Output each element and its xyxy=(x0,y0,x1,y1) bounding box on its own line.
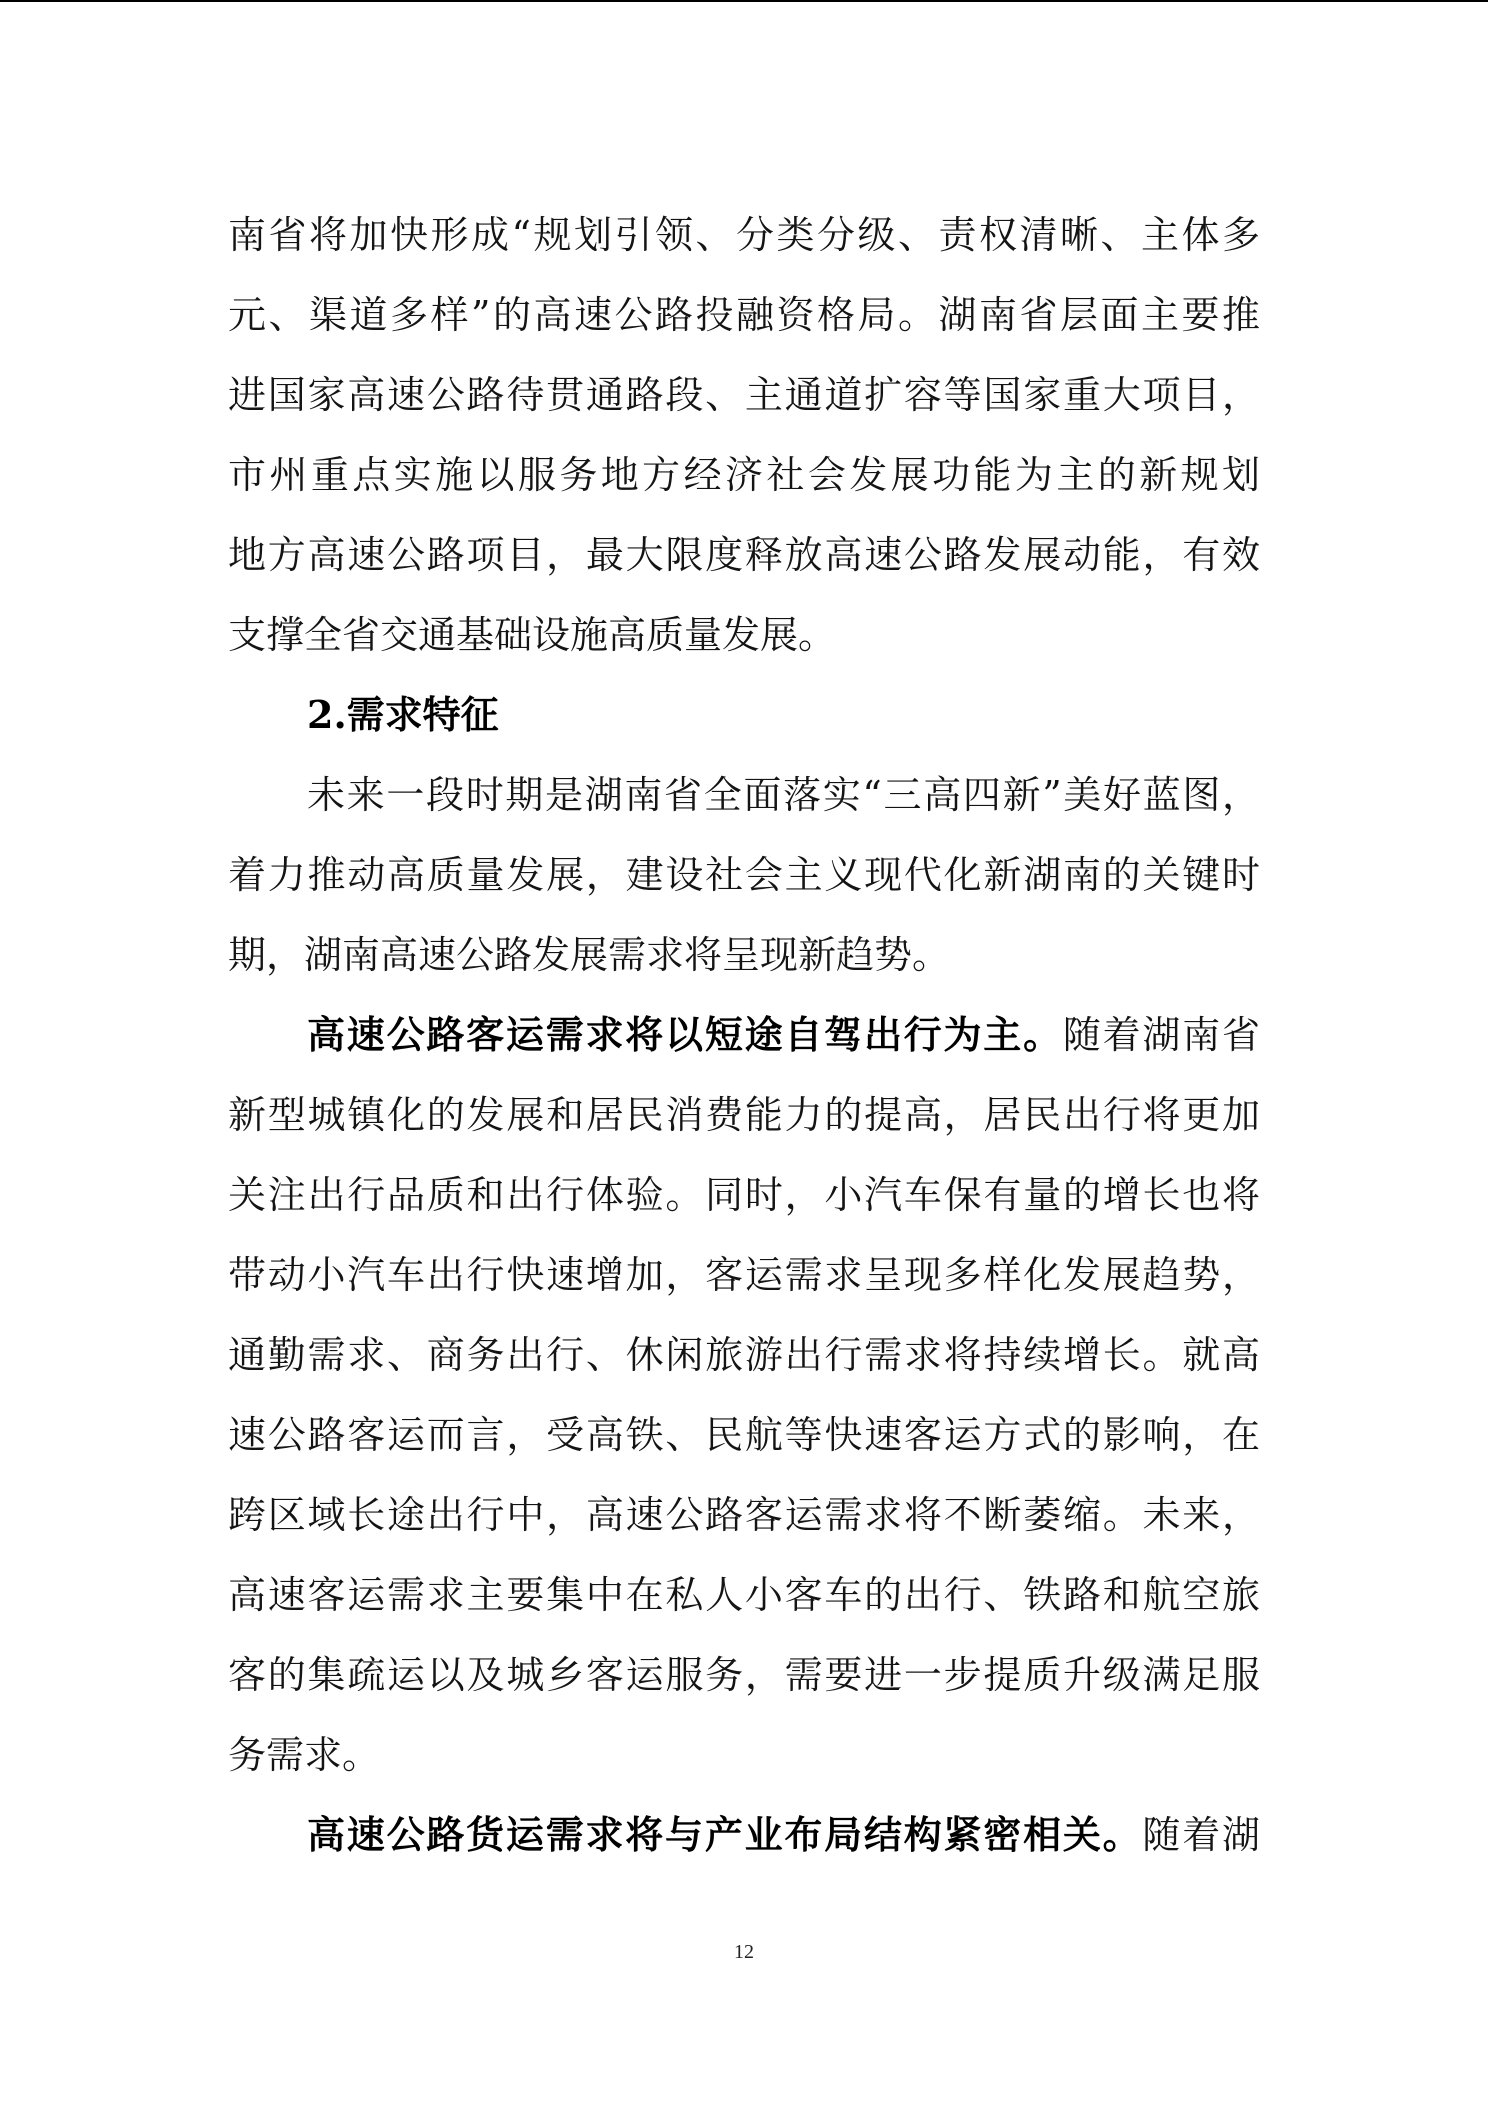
text-line: 高速客运需求主要集中在私人小客车的出行、铁路和航空旅 xyxy=(228,1573,1260,1617)
page-top-rule xyxy=(0,0,1488,2)
text-line: 未来一段时期是湖南省全面落实“三高四新”美好蓝图， xyxy=(307,773,1260,817)
text-line: 新型城镇化的发展和居民消费能力的提高，居民出行将更加 xyxy=(228,1093,1260,1137)
heading-text: 2.需求特征 xyxy=(307,692,499,737)
text-line: 跨区域长途出行中，高速公路客运需求将不断萎缩。未来， xyxy=(228,1493,1260,1537)
text-line: 支撑全省交通基础设施高质量发展。 xyxy=(228,613,837,657)
paragraph xyxy=(228,1795,1260,1875)
bold-lead-sentence: 高速公路客运需求将以短途自驾出行为主。 xyxy=(307,1012,1063,1057)
text-line xyxy=(228,1795,1260,1875)
text-line: 客的集疏运以及城乡客运服务，需要进一步提质升级满足服 xyxy=(228,1653,1260,1697)
document-body xyxy=(228,195,1260,1875)
text-line: 关注出行品质和出行体验。同时，小汽车保有量的增长也将 xyxy=(228,1173,1260,1217)
paragraph xyxy=(228,995,1260,1795)
text-line: 通勤需求、商务出行、休闲旅游出行需求将持续增长。就高 xyxy=(228,1333,1260,1377)
paragraph xyxy=(228,195,1260,675)
bold-lead-sentence: 高速公路货运需求将与产业布局结构紧密相关。 xyxy=(307,1812,1143,1857)
text-line: 南省将加快形成“规划引领、分类分级、责权清晰、主体多 xyxy=(228,213,1260,257)
text-segment: 随着湖 xyxy=(1142,1813,1260,1857)
text-line: 着力推动高质量发展，建设社会主义现代化新湖南的关键时 xyxy=(228,853,1260,897)
text-line: 进国家高速公路待贯通路段、主通道扩容等国家重大项目， xyxy=(228,373,1260,417)
page-number: 12 xyxy=(734,1941,754,1963)
text-segment: 随着湖南省 xyxy=(1062,1013,1260,1057)
text-line: 带动小汽车出行快速增加，客运需求呈现多样化发展趋势， xyxy=(228,1253,1260,1297)
text-line: 速公路客运而言，受高铁、民航等快速客运方式的影响，在 xyxy=(228,1413,1260,1457)
text-line: 地方高速公路项目，最大限度释放高速公路发展动能，有效 xyxy=(228,533,1260,577)
text-line: 期，湖南高速公路发展需求将呈现新趋势。 xyxy=(228,933,951,977)
text-line: 元、渠道多样”的高速公路投融资格局。湖南省层面主要推 xyxy=(228,293,1260,337)
section-heading xyxy=(228,675,1260,755)
text-line: 务需求。 xyxy=(228,1733,381,1777)
text-line: 市州重点实施以服务地方经济社会发展功能为主的新规划 xyxy=(228,453,1260,497)
text-line xyxy=(228,995,1260,1075)
paragraph xyxy=(228,755,1260,995)
